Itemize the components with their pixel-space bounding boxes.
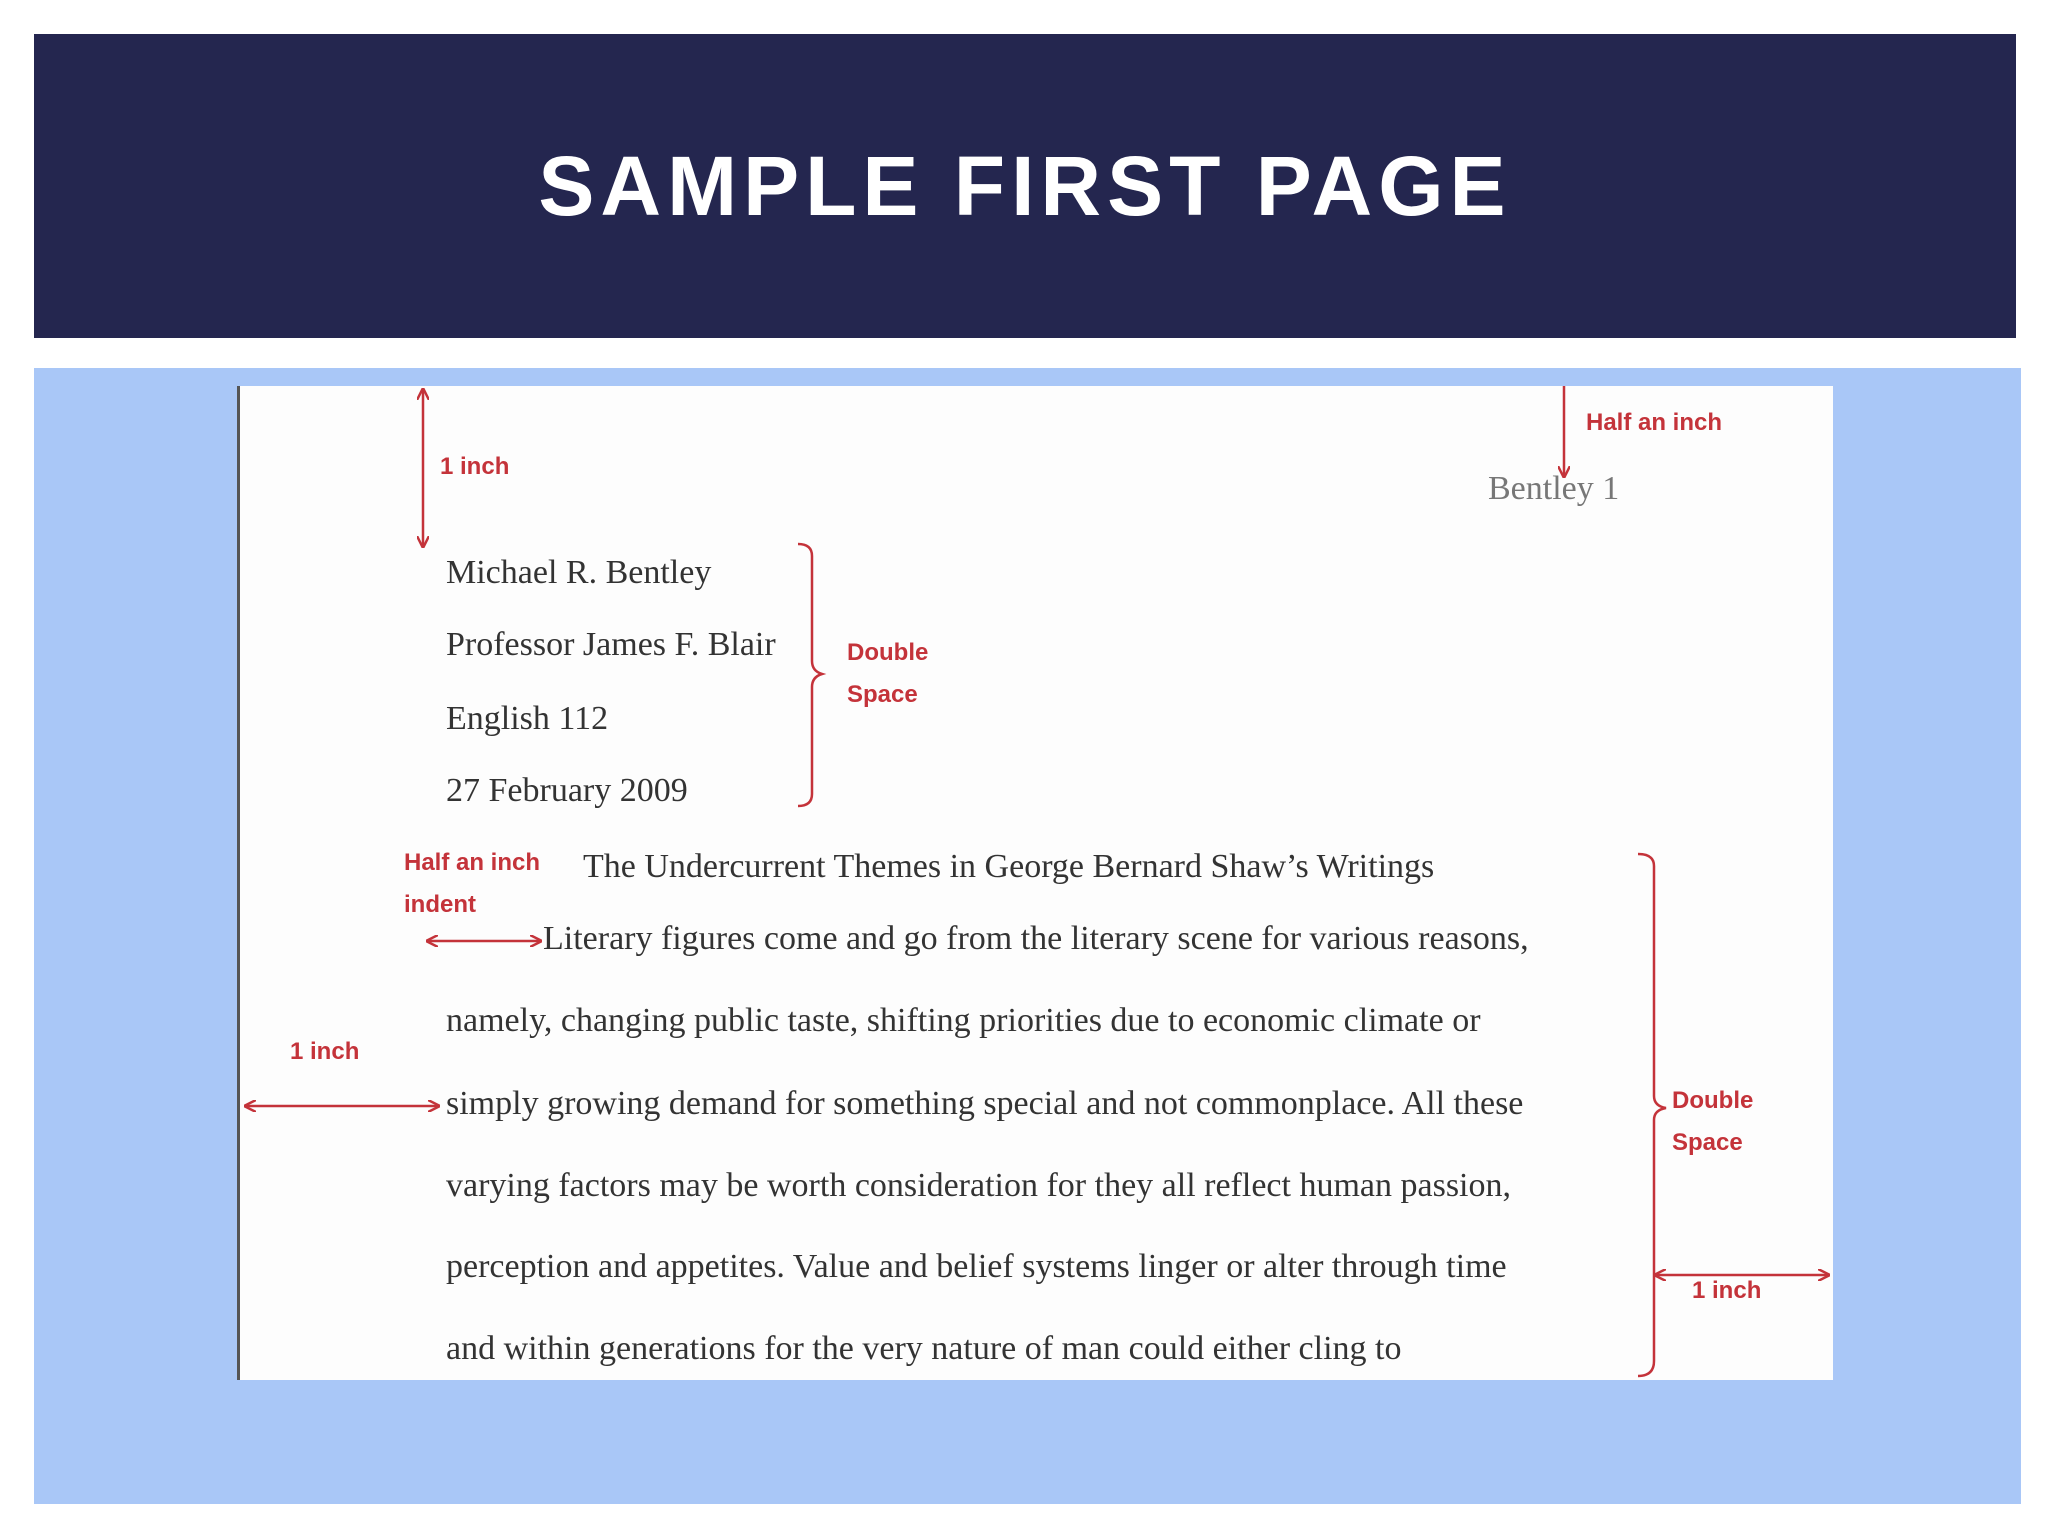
indent-label-line: indent (404, 891, 476, 918)
right-margin-label: 1 inch (1692, 1277, 1762, 1304)
body-line: simply growing demand for something special and not commonplace. All these (446, 1085, 1524, 1122)
heading-spacing-label-line: Double (847, 639, 929, 666)
top-margin-label: 1 inch (440, 453, 510, 480)
heading-line: Michael R. Bentley (446, 554, 712, 591)
body-line: namely, changing public taste, shifting priorities due to economic climate or (446, 1002, 1481, 1039)
heading-line: English 112 (446, 700, 609, 737)
indent-label (404, 842, 540, 926)
heading-spacing-label (847, 632, 928, 716)
heading-bracket (798, 544, 822, 806)
heading-spacing-label-line: Space (847, 681, 918, 708)
indent-label-line: Half an inch (404, 849, 541, 876)
sample-document-page (237, 386, 1833, 1380)
body-spacing-label-line: Double (1672, 1087, 1754, 1114)
body-spacing-label-line: Space (1672, 1129, 1743, 1156)
left-margin-label: 1 inch (290, 1038, 360, 1065)
slide-title-bar (34, 34, 2016, 338)
slide-title: SAMPLE FIRST PAGE (538, 138, 1512, 233)
heading-line: Professor James F. Blair (446, 626, 776, 663)
body-line: Literary figures come and go from the literary scene for various reasons, (543, 920, 1529, 957)
body-bracket (1638, 854, 1666, 1376)
header-margin-label: Half an inch (1586, 409, 1723, 436)
body-line: perception and appetites. Value and belief systems linger or alter through time (446, 1248, 1507, 1285)
paper-title: The Undercurrent Themes in George Bernard Shaw’s Writings (583, 848, 1435, 885)
body-line: varying factors may be worth consideration for they all reflect human passion, (446, 1167, 1511, 1204)
body-line: and within generations for the very nature of man could either cling to (446, 1330, 1402, 1367)
heading-line: 27 February 2009 (446, 772, 688, 809)
body-spacing-label (1672, 1080, 1753, 1164)
page-number-header: Bentley 1 (1488, 470, 1620, 507)
